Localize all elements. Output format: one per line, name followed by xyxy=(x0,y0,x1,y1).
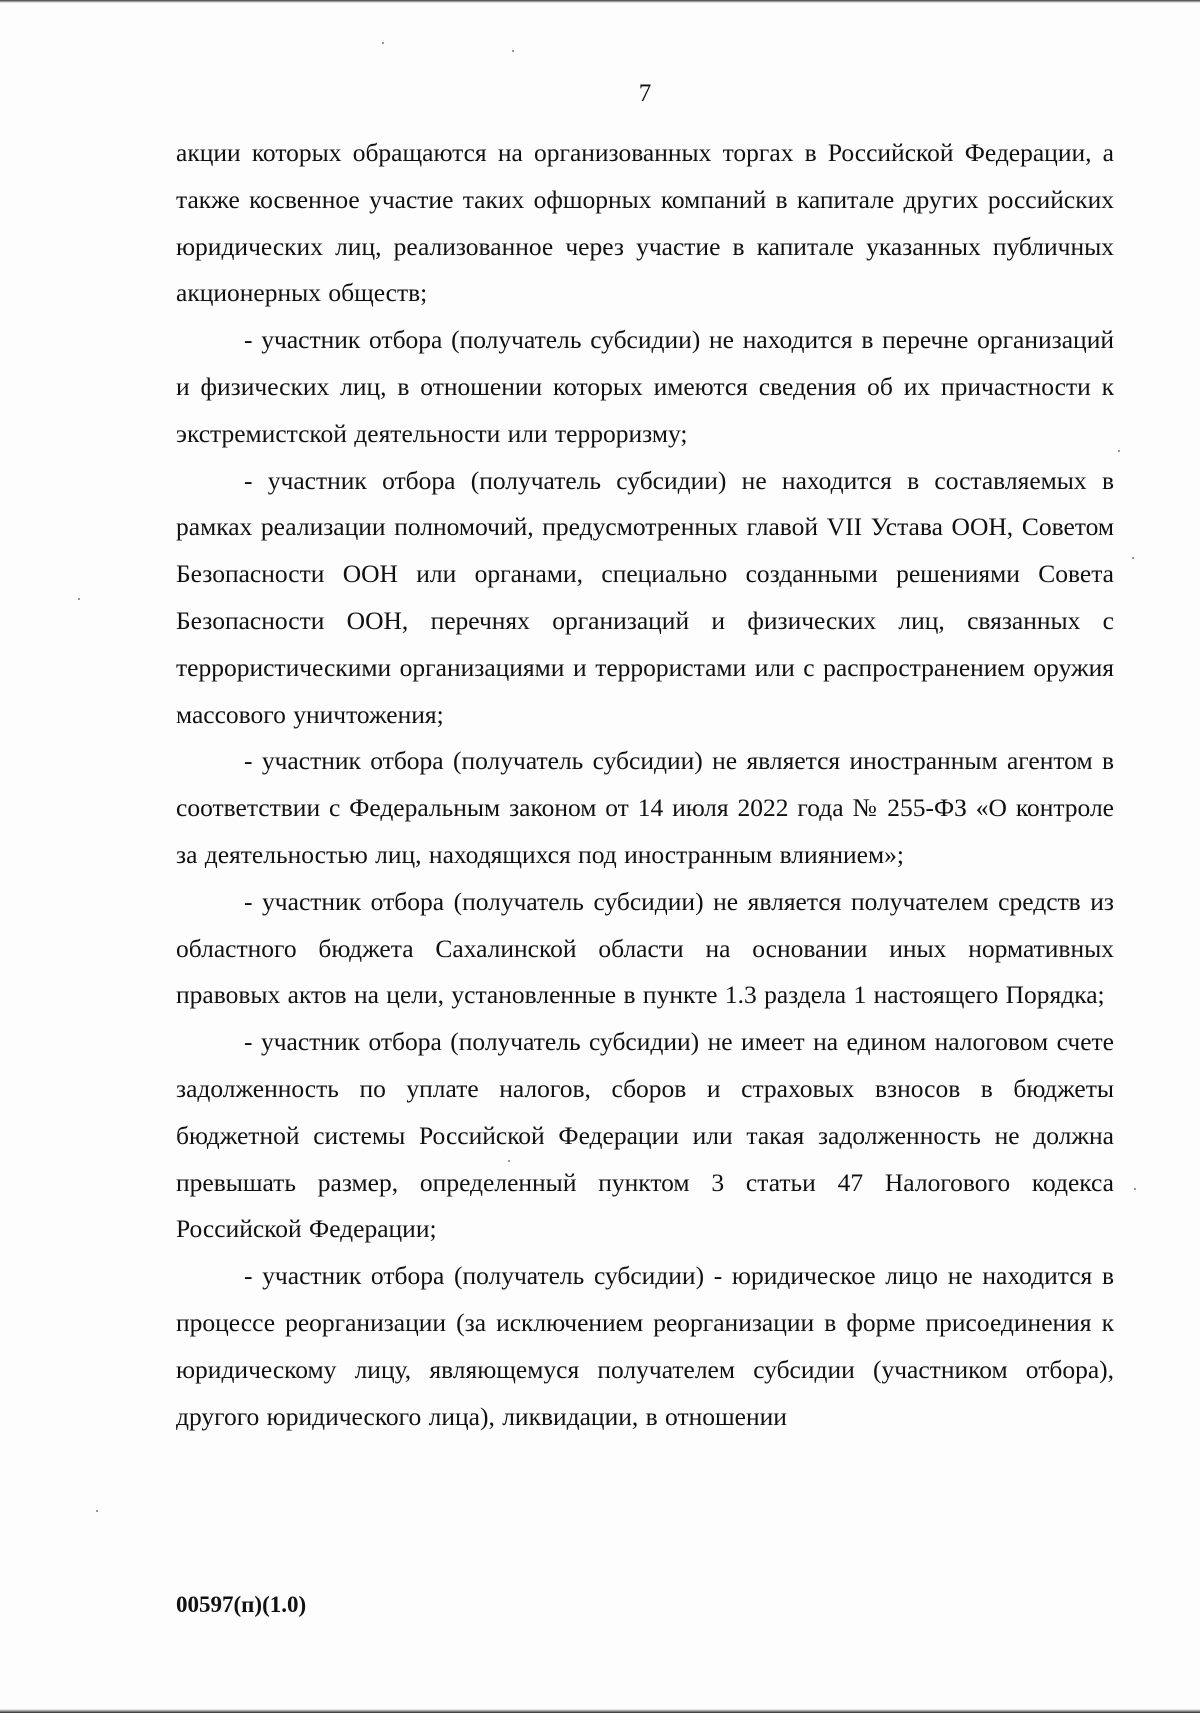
page-number: 7 xyxy=(638,80,652,107)
paragraph-reorganization: - участник отбора (получатель субсидии) - юридическое лицо не находится в процессе реорганизации (за исключением реорганизации в форме присоединения к юридическому лицу, являющемуся получателем субсидии (участником отбора), другого юридического лица), ликвидации, в отношении xyxy=(176,1261,1114,1431)
document-body xyxy=(176,130,1114,1440)
paragraph-offshore-participation: акции которых обращаются на организованных торгах в Российской Федерации, а также косвенное участие таких офшорных компаний в капитале других российских юридических лиц, реализованное через участие в капитале указанных публичных акционерных обществ; xyxy=(176,138,1114,308)
scan-speck xyxy=(512,50,514,52)
paragraph-foreign-agent: - участник отбора (получатель субсидии) не является иностранным агентом в соответствии с Федеральным законом от 14 июля 2022 года № 255-ФЗ «О контроле за деятельностью лиц, находящихся под иностранным влиянием»; xyxy=(176,746,1114,869)
scan-speck xyxy=(382,42,384,44)
scan-speck xyxy=(1134,1188,1136,1190)
scan-speck xyxy=(1132,557,1134,559)
scan-speck xyxy=(508,1160,510,1162)
scan-speck xyxy=(78,598,80,600)
document-footer-code: 00597(п)(1.0) xyxy=(176,1592,307,1617)
scan-speck xyxy=(1118,450,1120,452)
paragraph-other-budget-funds: - участник отбора (получатель субсидии) не является получателем средств из областного бюджета Сахалинской области на основании иных нормативных правовых актов на цели, установленные в пункте 1.3 раздела 1 настоящего Порядка; xyxy=(176,886,1114,1010)
paragraph-extremism-list: - участник отбора (получатель субсидии) не находится в перечне организаций и физических лиц, в отношении которых имеются сведения об их причастности к экстремистской деятельности или терроризму; xyxy=(176,325,1114,448)
paragraph-un-sanctions-list: - участник отбора (получатель субсидии) не находится в составляемых в рамках реализации полномочий, предусмотренных главой VII Устава ООН, Советом Безопасности ООН или органами, специально созданными решениями Совета Безопасности ООН, перечнях организаций и физических лиц, связанных с террористическими организациями и террористами или с распространением оружия массового уничтожения; xyxy=(176,465,1114,729)
paragraph-tax-debt: - участник отбора (получатель субсидии) не имеет на едином налоговом счете задолженность по уплате налогов, сборов и страховых взносов в бюджеты бюджетной системы Российской Федерации или такая задолженность не должна превышать размер, определенный пунктом 3 статьи 47 Налогового кодекса Российской Федерации; xyxy=(176,1027,1114,1244)
scan-speck xyxy=(96,1510,98,1512)
scan-top-edge xyxy=(0,0,1200,3)
scan-bottom-edge xyxy=(0,1709,1200,1713)
